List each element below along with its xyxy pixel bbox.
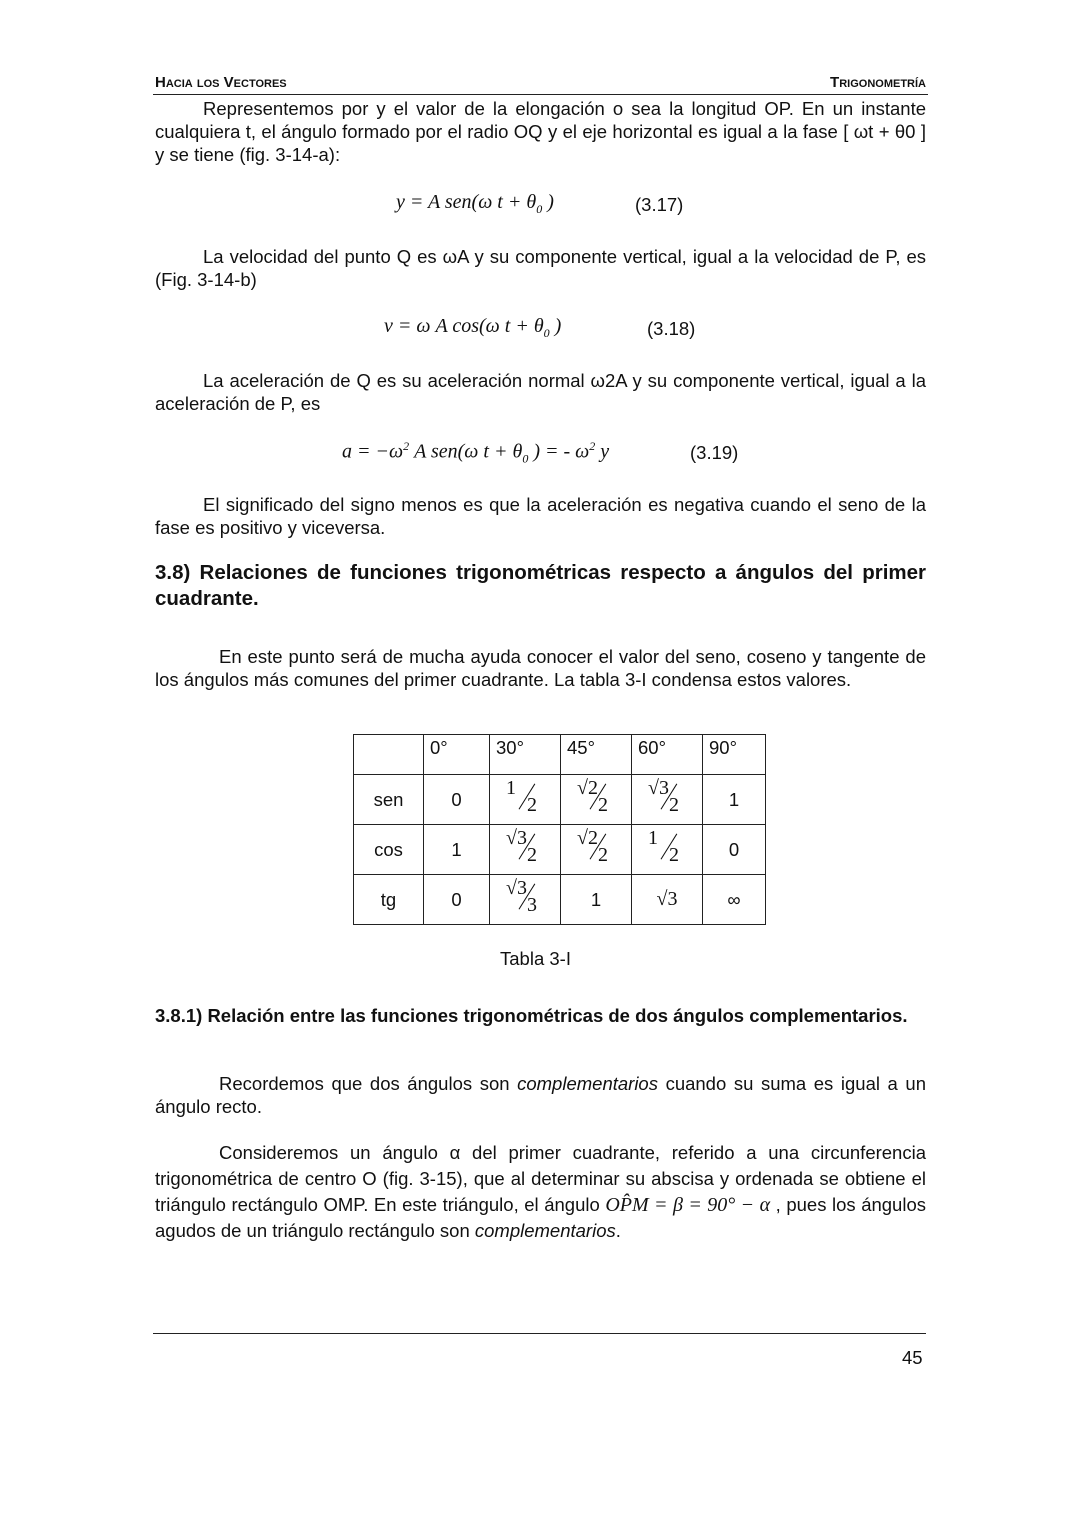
paragraph-common-angles: En este punto será de mucha ayuda conocer el valor del seno, coseno y tangente de los ángulos más comunes del primer cuadrante. La tabla 3-I condensa estos valores.	[155, 646, 926, 690]
table-header-cell: 30°	[490, 735, 561, 775]
table-header-cell: 90°	[703, 735, 766, 775]
paragraph-complementary-definition: Recordemos que dos ángulos son complementarios cuando su suma es igual a un ángulo recto.	[155, 1073, 926, 1117]
header-chapter-title: Trigonometría	[830, 74, 926, 91]
row-label: tg	[354, 875, 424, 925]
paragraph-velocity: La velocidad del punto Q es ωA y su componente vertical, igual a la velocidad de P, es (Fig. 3-14-b)	[155, 246, 926, 290]
fraction-sqrt3-over-2: √3 2	[506, 827, 537, 866]
fraction-sqrt3-over-3: √3 3	[506, 877, 537, 916]
running-header	[153, 74, 928, 95]
equation-number-3-17: (3.17)	[635, 194, 684, 215]
table-cell: 0	[424, 875, 490, 925]
angle-expression: OP̂M = β = 90° − α	[605, 1194, 771, 1216]
table-header-cell: 0°	[424, 735, 490, 775]
table-header-cell: 60°	[632, 735, 703, 775]
table-cell	[632, 775, 703, 825]
table-cell: √3	[632, 875, 703, 925]
table-header-row	[354, 735, 766, 775]
table-header-cell	[354, 735, 424, 775]
equation-3-19: $a = -\omega^2$ A sen(ω $t + \theta_0$ ) = - $\omega^2$ y	[342, 439, 610, 466]
table-header-cell: 45°	[561, 735, 632, 775]
fraction-one-half: 1 2	[506, 777, 537, 816]
table-cell: ∞	[703, 875, 766, 925]
subsection-heading-3-8-1: 3.8.1) Relación entre las funciones trigonométricas de dos ángulos complementarios.	[155, 1005, 908, 1026]
table-cell	[490, 775, 561, 825]
paragraph-right-triangle: Consideremos un ángulo α del primer cuadrante, referido a una circunferencia trigonométrica de centro O (fig. 3-15), que al determinar su abscisa y ordenada se obtiene el triángulo rectángulo OMP. En este triángulo, el ángulo OP̂M = β = 90° − α , pues los ángulos agudos de un triángulo rectángulo son complementarios.	[155, 1142, 926, 1241]
trig-values-table	[353, 734, 766, 925]
table-cell: 1	[561, 875, 632, 925]
fraction-sqrt2-over-2: √2 2	[577, 827, 608, 866]
table-row	[354, 875, 766, 925]
table-cell: 0	[424, 775, 490, 825]
equation-number-3-18: (3.18)	[647, 318, 696, 339]
equation-3-17: y = A sen(ω $t + \theta_0$ )	[396, 191, 554, 216]
table-cell: 1	[424, 825, 490, 875]
table-row	[354, 825, 766, 875]
table-cell: 0	[703, 825, 766, 875]
table-cell	[561, 775, 632, 825]
table-cell	[490, 825, 561, 875]
paragraph-acceleration: La aceleración de Q es su aceleración normal ω2A y su componente vertical, igual a la aceleración de P, es	[155, 370, 926, 414]
table-cell	[561, 825, 632, 875]
equation-number-3-19: (3.19)	[690, 442, 739, 463]
fraction-one-half: 1 2	[648, 827, 679, 866]
page-number: 45	[902, 1347, 923, 1368]
header-book-title: Hacia los Vectores	[155, 74, 287, 91]
section-heading-3-8: 3.8) Relaciones de funciones trigonométricas respecto a ángulos del primer cuadrante.	[155, 561, 926, 610]
fraction-sqrt3-over-2: √3 2	[648, 777, 679, 816]
row-label: sen	[354, 775, 424, 825]
table-cell	[632, 825, 703, 875]
equation-3-18: v = ω A cos(ω $t + \theta_0$ )	[384, 315, 562, 340]
table-row	[354, 775, 766, 825]
row-label: cos	[354, 825, 424, 875]
fraction-sqrt2-over-2: √2 2	[577, 777, 608, 816]
paragraph-elongation: Representemos por y el valor de la elongación o sea la longitud OP. En un instante cualquiera t, el ángulo formado por el radio OQ y el eje horizontal es igual a la fase [ ωt + θ0 ] y se tiene (fig. 3-14-a):	[155, 98, 926, 165]
footer-rule	[153, 1333, 926, 1334]
table-cell	[490, 875, 561, 925]
table-caption: Tabla 3-I	[500, 948, 571, 969]
paragraph-sign-meaning: El significado del signo menos es que la aceleración es negativa cuando el seno de la fase es positivo y viceversa.	[155, 494, 926, 538]
table-cell: 1	[703, 775, 766, 825]
